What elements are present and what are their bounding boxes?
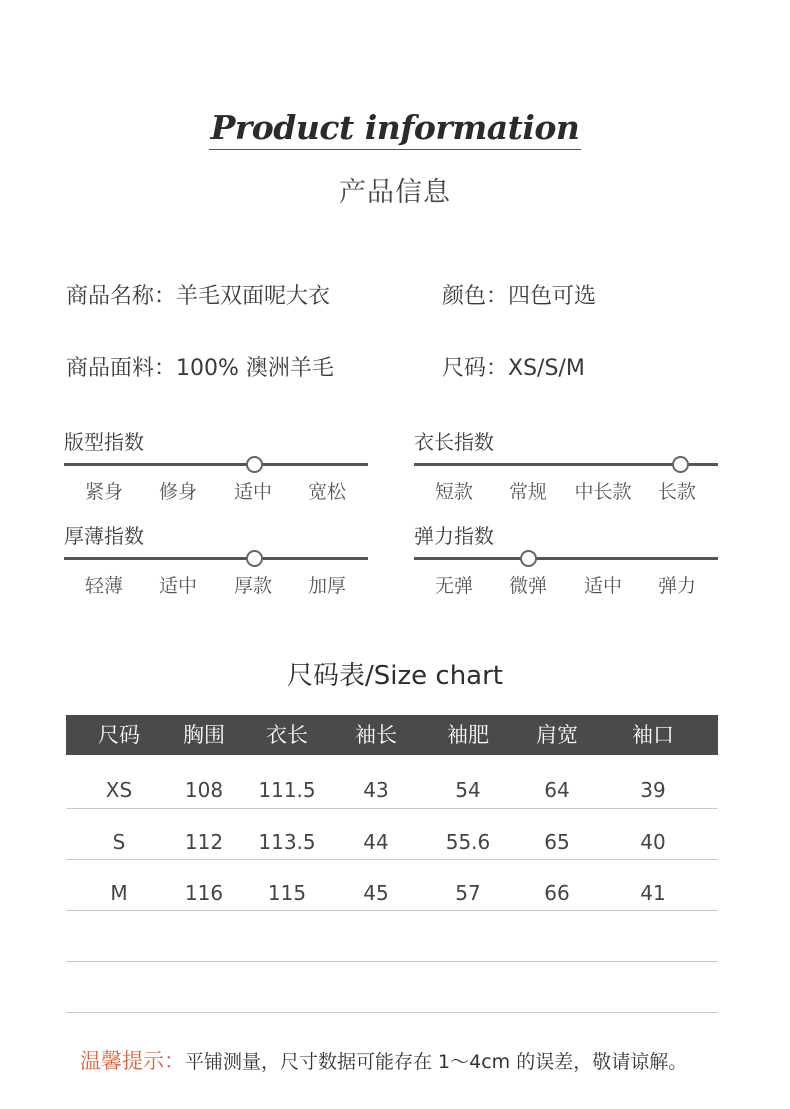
table-cell: 41: [640, 881, 666, 905]
scale-tick: 长款: [657, 481, 697, 503]
scale-tick: 短款: [434, 481, 474, 503]
table-header-cell: 袖肥: [447, 723, 489, 747]
table-row: [66, 860, 718, 911]
product-name-value: 羊毛双面呢大衣: [176, 284, 331, 309]
scale-name: 衣长指数: [414, 430, 494, 454]
table-cell: 44: [363, 830, 389, 854]
scale-tick: 轻薄: [84, 575, 124, 597]
product-color-value: 四色可选: [508, 284, 597, 309]
size-chart-title: 尺码表/Size chart: [287, 661, 503, 691]
product-fabric-value: 100% 澳洲羊毛: [176, 356, 334, 381]
product-size: [442, 351, 585, 382]
table-cell: 39: [640, 778, 666, 802]
scale-tick: 中长款: [574, 481, 632, 503]
tip-label: 温馨提示：: [80, 1049, 185, 1073]
scale-tick: 紧身: [84, 481, 124, 503]
scale-name: 版型指数: [64, 430, 144, 454]
scale-tick: 修身: [158, 481, 198, 503]
scale-name: 弹力指数: [414, 524, 494, 548]
product-color: [442, 279, 596, 310]
product-size-label: 尺码：: [442, 356, 509, 381]
tip-text: 平铺测量，尺寸数据可能存在 1～4cm 的误差，敬请谅解。: [185, 1051, 688, 1073]
scale-knob: [246, 550, 263, 567]
product-color-label: 颜色：: [442, 284, 509, 309]
table-header-cell: 袖长: [355, 723, 397, 747]
scale-tick: 微弹: [508, 575, 548, 597]
scale-tick: 加厚: [307, 575, 347, 597]
scale-tick: 弹力: [657, 575, 697, 597]
table-cell: 54: [455, 778, 481, 802]
table-cell: 55.6: [445, 830, 491, 854]
table-cell: S: [112, 830, 126, 854]
product-fabric: [66, 351, 334, 382]
table-cell: 108: [184, 778, 224, 802]
table-header: [66, 715, 718, 755]
table-cell: 112: [184, 830, 224, 854]
scale-track: [64, 463, 368, 466]
table-cell: M: [110, 881, 128, 905]
table-cell: 116: [184, 881, 224, 905]
table-cell: 66: [544, 881, 570, 905]
table-header-cell: 衣长: [266, 723, 308, 747]
scale-tick: 适中: [158, 575, 198, 597]
table-body: [66, 755, 718, 1013]
table-cell: 111.5: [258, 778, 316, 802]
table-header-cell: 尺码: [98, 723, 140, 747]
scale-track: [64, 557, 368, 560]
table-cell: 40: [640, 830, 666, 854]
table-cell: 113.5: [258, 830, 316, 854]
product-name: [66, 279, 330, 310]
product-name-label: 商品名称：: [66, 284, 177, 309]
title-cn: 产品信息: [339, 177, 451, 208]
title-en: [0, 108, 790, 150]
table-cell: 115: [267, 881, 307, 905]
scale-tick: 无弹: [434, 575, 474, 597]
scale-tick: 宽松: [307, 481, 347, 503]
table-cell: 64: [544, 778, 570, 802]
scale-tick: 常规: [508, 481, 548, 503]
product-size-value: XS/S/M: [508, 356, 585, 381]
table-cell: 43: [363, 778, 389, 802]
table-row: [66, 755, 718, 809]
scale-tick: 厚款: [233, 575, 273, 597]
scale-tick: 适中: [233, 481, 273, 503]
table-header-cell: 袖口: [632, 723, 674, 747]
tip: [80, 1045, 687, 1075]
scale-tick: 适中: [583, 575, 623, 597]
size-table: [66, 715, 718, 1013]
scale-knob: [672, 456, 689, 473]
table-cell: 65: [544, 830, 570, 854]
title-en-text: Product information: [209, 108, 582, 150]
table-row: [66, 809, 718, 860]
table-cell: XS: [105, 778, 133, 802]
table-cell: 57: [455, 881, 481, 905]
scale-knob: [246, 456, 263, 473]
table-header-cell: 胸围: [183, 723, 225, 747]
table-row: [66, 911, 718, 962]
scale-name: 厚薄指数: [64, 524, 144, 548]
table-header-cell: 肩宽: [536, 723, 578, 747]
scale-track: [414, 557, 718, 560]
scale-knob: [520, 550, 537, 567]
product-fabric-label: 商品面料：: [66, 356, 177, 381]
table-cell: 45: [363, 881, 389, 905]
table-row: [66, 962, 718, 1013]
